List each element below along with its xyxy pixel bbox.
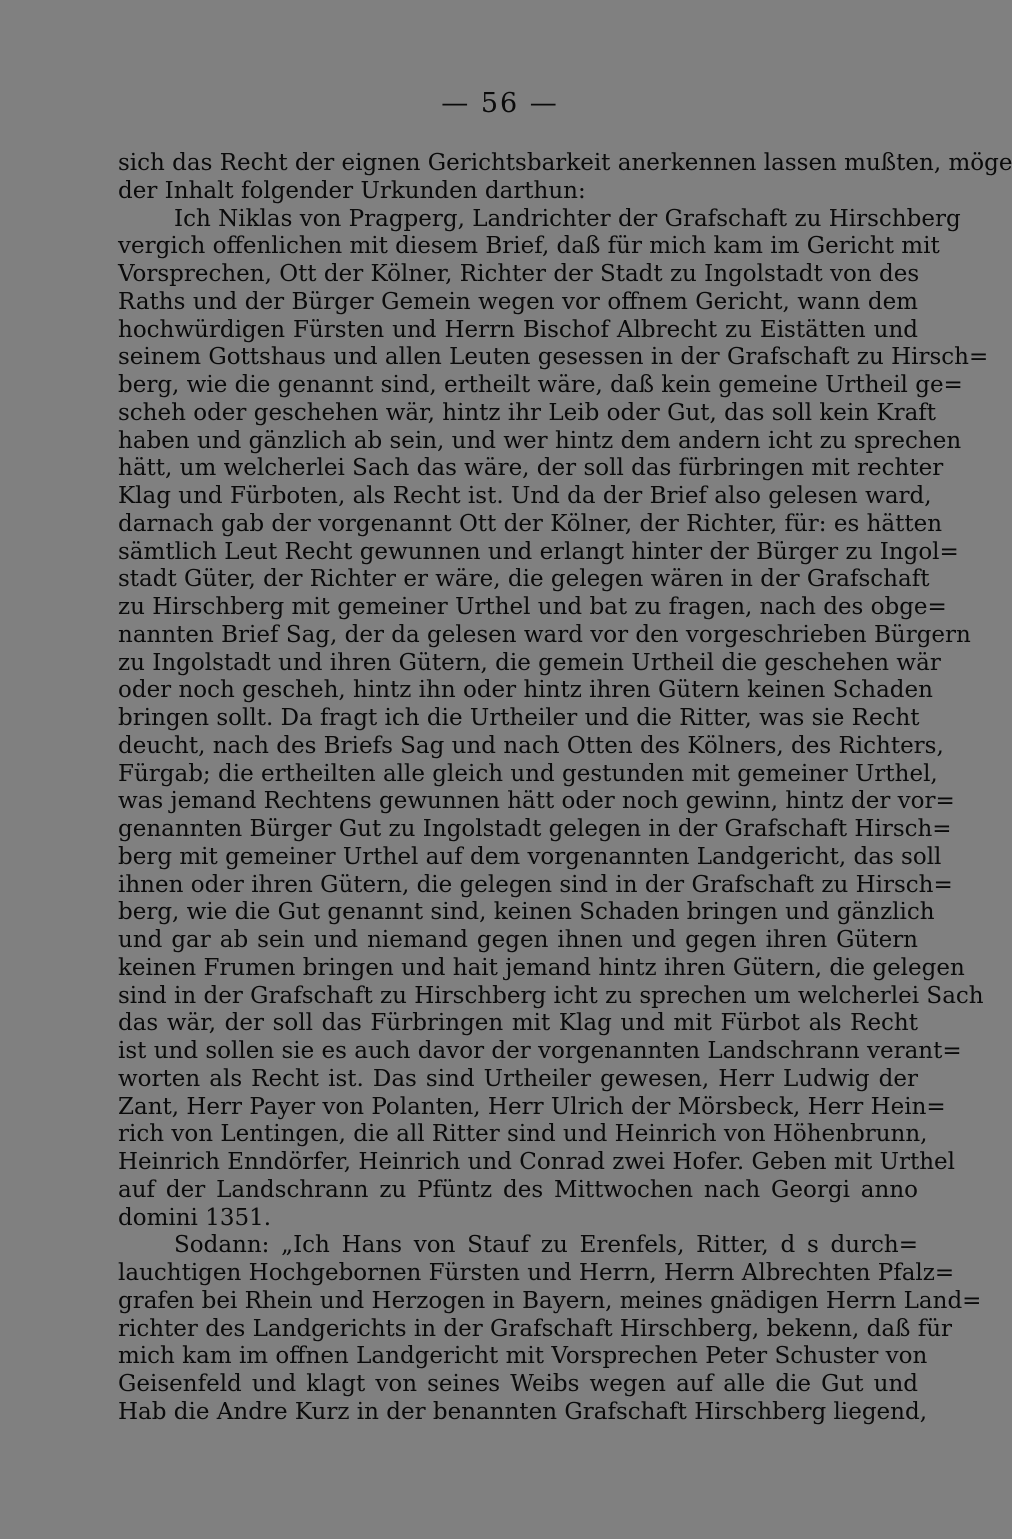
- text-line: sind in der Grafschaft zu Hirschberg icht zu sprechen um welcherlei Sach: [118, 982, 984, 1009]
- text-line: darnach gab der vorgenannt Ott der Kölner, der Richter, für: es hätten: [118, 510, 943, 537]
- text-line: oder noch gescheh, hintz ihn oder hintz ihren Gütern keinen Schaden: [118, 677, 933, 704]
- text-line: nannten Brief Sag, der da gelesen ward vor den vorgeschrieben Bürgern: [118, 621, 971, 648]
- text-line: seinem Gottshaus und allen Leuten gesessen in der Grafschaft zu Hirsch=: [118, 344, 989, 371]
- body-text: [118, 150, 1012, 1427]
- text-line: zu Ingolstadt und ihren Gütern, die gemein Urtheil die geschehen wär: [118, 649, 941, 676]
- text-line: lauchtigen Hochgebornen Fürsten und Herrn, Herrn Albrechten Pfalz=: [118, 1260, 955, 1286]
- text-line: Fürgab; die ertheilten alle gleich und gestunden mit gemeiner Urthel,: [118, 760, 938, 787]
- text-line: Sodann: „Ich Hans von Stauf zu Erenfels, Ritter, d s durch=: [174, 1232, 918, 1259]
- text-line: worten als Recht ist. Das sind Urtheiler gewesen, Herr Ludwig der: [118, 1065, 918, 1092]
- text-line: scheh oder geschehen wär, hintz ihr Leib oder Gut, das soll kein Kraft: [118, 399, 937, 426]
- text-line: genannten Bürger Gut zu Ingolstadt gelegen in der Grafschaft Hirsch=: [118, 816, 952, 842]
- page-number: — 56 —: [441, 88, 559, 119]
- text-line: sämtlich Leut Recht gewunnen und erlangt hinter der Bürger zu Ingol=: [118, 538, 959, 565]
- text-line: der Inhalt folgender Urkunden darthun:: [118, 177, 586, 204]
- text-line: vergich offenlichen mit diesem Brief, daß für mich kam im Gericht mit: [118, 233, 940, 260]
- text-line: berg, wie die Gut genannt sind, keinen Schaden bringen und gänzlich: [118, 899, 935, 926]
- text-line: Geisenfeld und klagt von seines Weibs wegen auf alle die Gut und: [118, 1371, 918, 1397]
- text-line: Ich Niklas von Pragperg, Landrichter der Grafschaft zu Hirschberg: [174, 205, 961, 232]
- text-line: mich kam im offnen Landgericht mit Vorsprechen Peter Schuster von: [118, 1343, 928, 1370]
- text-line: Heinrich Enndörfer, Heinrich und Conrad zwei Hofer. Geben mit Urthel: [118, 1149, 956, 1175]
- text-line: hätt, um welcherlei Sach das wäre, der soll das fürbringen mit rechter: [118, 455, 944, 482]
- text-line: stadt Güter, der Richter er wäre, die gelegen wären in der Grafschaft: [118, 566, 930, 593]
- text-line: Raths und der Bürger Gemein wegen vor offnem Gericht, wann dem: [118, 288, 918, 315]
- text-line: rich von Lentingen, die all Ritter sind und Heinrich von Höhenbrunn,: [118, 1121, 928, 1148]
- text-line: zu Hirschberg mit gemeiner Urthel und bat zu fragen, nach des obge=: [118, 594, 947, 620]
- text-line: auf der Landschrann zu Pfüntz des Mittwochen nach Georgi anno: [118, 1176, 918, 1203]
- text-line: und gar ab sein und niemand gegen ihnen und gegen ihren Gütern: [118, 927, 918, 953]
- text-line: ihnen oder ihren Gütern, die gelegen sind in der Grafschaft zu Hirsch=: [118, 871, 953, 898]
- text-line: keinen Frumen bringen und hait jemand hintz ihren Gütern, die gelegen: [118, 954, 965, 981]
- text-line: Zant, Herr Payer von Polanten, Herr Ulrich der Mörsbeck, Herr Hein=: [118, 1093, 946, 1120]
- text-line: berg mit gemeiner Urthel auf dem vorgenannten Landgericht, das soll: [118, 843, 942, 870]
- text-line: haben und gänzlich ab sein, und wer hintz dem andern icht zu sprechen: [118, 427, 962, 454]
- text-line: sich das Recht der eignen Gerichtsbarkeit anerkennen lassen mußten, möge: [118, 150, 1012, 176]
- text-line: richter des Landgerichts in der Grafschaft Hirschberg, bekenn, daß für: [118, 1315, 953, 1342]
- text-line: domini 1351.: [118, 1204, 272, 1231]
- text-line: Vorsprechen, Ott der Kölner, Richter der Stadt zu Ingolstadt von des: [118, 261, 920, 287]
- text-line: Hab die Andre Kurz in der benannten Grafschaft Hirschberg liegend,: [118, 1398, 928, 1425]
- text-line: Klag und Fürboten, als Recht ist. Und da der Brief also gelesen ward,: [118, 483, 932, 509]
- text-line: berg, wie die genannt sind, ertheilt wäre, daß kein gemeine Urtheil ge=: [118, 372, 963, 398]
- text-line: grafen bei Rhein und Herzogen in Bayern, meines gnädigen Herrn Land=: [118, 1287, 982, 1314]
- text-line: was jemand Rechtens gewunnen hätt oder noch gewinn, hintz der vor=: [118, 788, 955, 815]
- text-line: deucht, nach des Briefs Sag und nach Otten des Kölners, des Richters,: [118, 732, 944, 759]
- text-line: hochwürdigen Fürsten und Herrn Bischof Albrecht zu Eistätten und: [118, 316, 918, 343]
- text-line: bringen sollt. Da fragt ich die Urtheiler und die Ritter, was sie Recht: [118, 705, 920, 731]
- text-line: das wär, der soll das Fürbringen mit Klag und mit Fürbot als Recht: [118, 1010, 918, 1037]
- text-line: ist und sollen sie es auch davor der vorgenannten Landschrann verant=: [118, 1038, 962, 1064]
